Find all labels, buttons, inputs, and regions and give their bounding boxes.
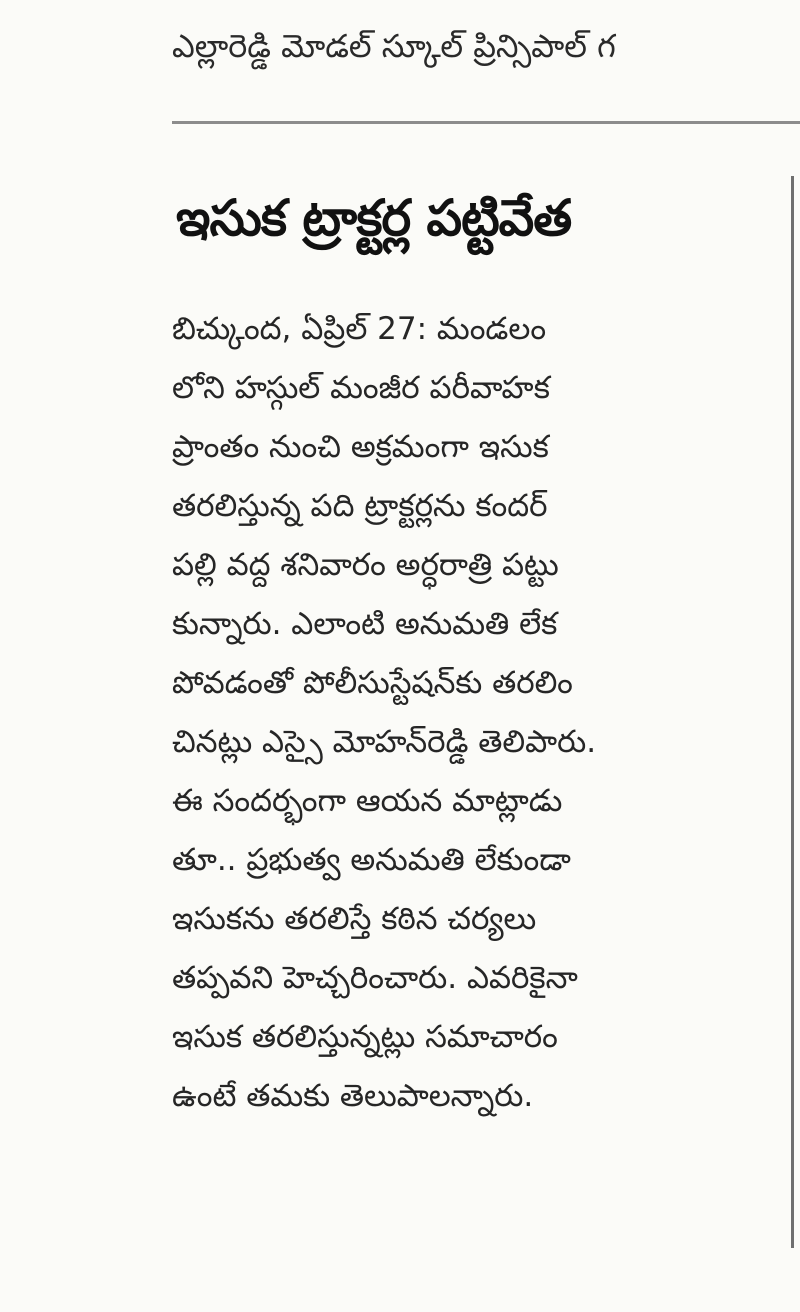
article-line: పల్లి వద్ద శనివారం అర్ధరాత్రి పట్టు	[172, 547, 559, 583]
section-divider-rule	[172, 121, 800, 124]
article-line: తప్పవని హెచ్చరించారు. ఎవరికైనా	[172, 960, 578, 996]
article-line: తూ.. ప్రభుత్వ అనుమతి లేకుండా	[172, 842, 571, 878]
article-headline: ఇసుక ట్రాక్టర్ల పట్టివేత	[176, 189, 572, 247]
article-line: లోని హస్గుల్ మంజీర పరీవాహక	[172, 370, 550, 406]
column-divider	[791, 176, 794, 1248]
article-line: ఈ సందర్భంగా ఆయన మాట్లాడు	[172, 783, 563, 819]
article-line: ఇసుకను తరలిస్తే కఠిన చర్యలు	[172, 901, 537, 937]
article-line: కున్నారు. ఎలాంటి అనుమతి లేక	[172, 606, 558, 642]
previous-article-fragment	[172, 0, 800, 88]
article-line: చినట్లు ఎస్సై మోహన్‌రెడ్డి తెలిపారు.	[172, 724, 597, 760]
article-line: పోవడంతో పోలీసుస్టేషన్‌కు తరలిం	[172, 665, 573, 701]
article-line: బిచ్కుంద, ఏప్రిల్ 27: మండలం	[172, 311, 547, 347]
article-line: ఇసుక తరలిస్తున్నట్లు సమాచారం	[172, 1019, 558, 1055]
article-line: ప్రాంతం నుంచి అక్రమంగా ఇసుక	[172, 429, 549, 465]
article-line: తరలిస్తున్న పది ట్రాక్టర్లను కందర్	[172, 488, 548, 524]
previous-article-last-line: ఎల్లారెడ్డి మోడల్ స్కూల్ ప్రిన్సిపాల్ గ	[172, 27, 616, 65]
article-line: ఉంటే తమకు తెలుపాలన్నారు.	[172, 1078, 534, 1114]
article-body	[172, 300, 772, 1126]
